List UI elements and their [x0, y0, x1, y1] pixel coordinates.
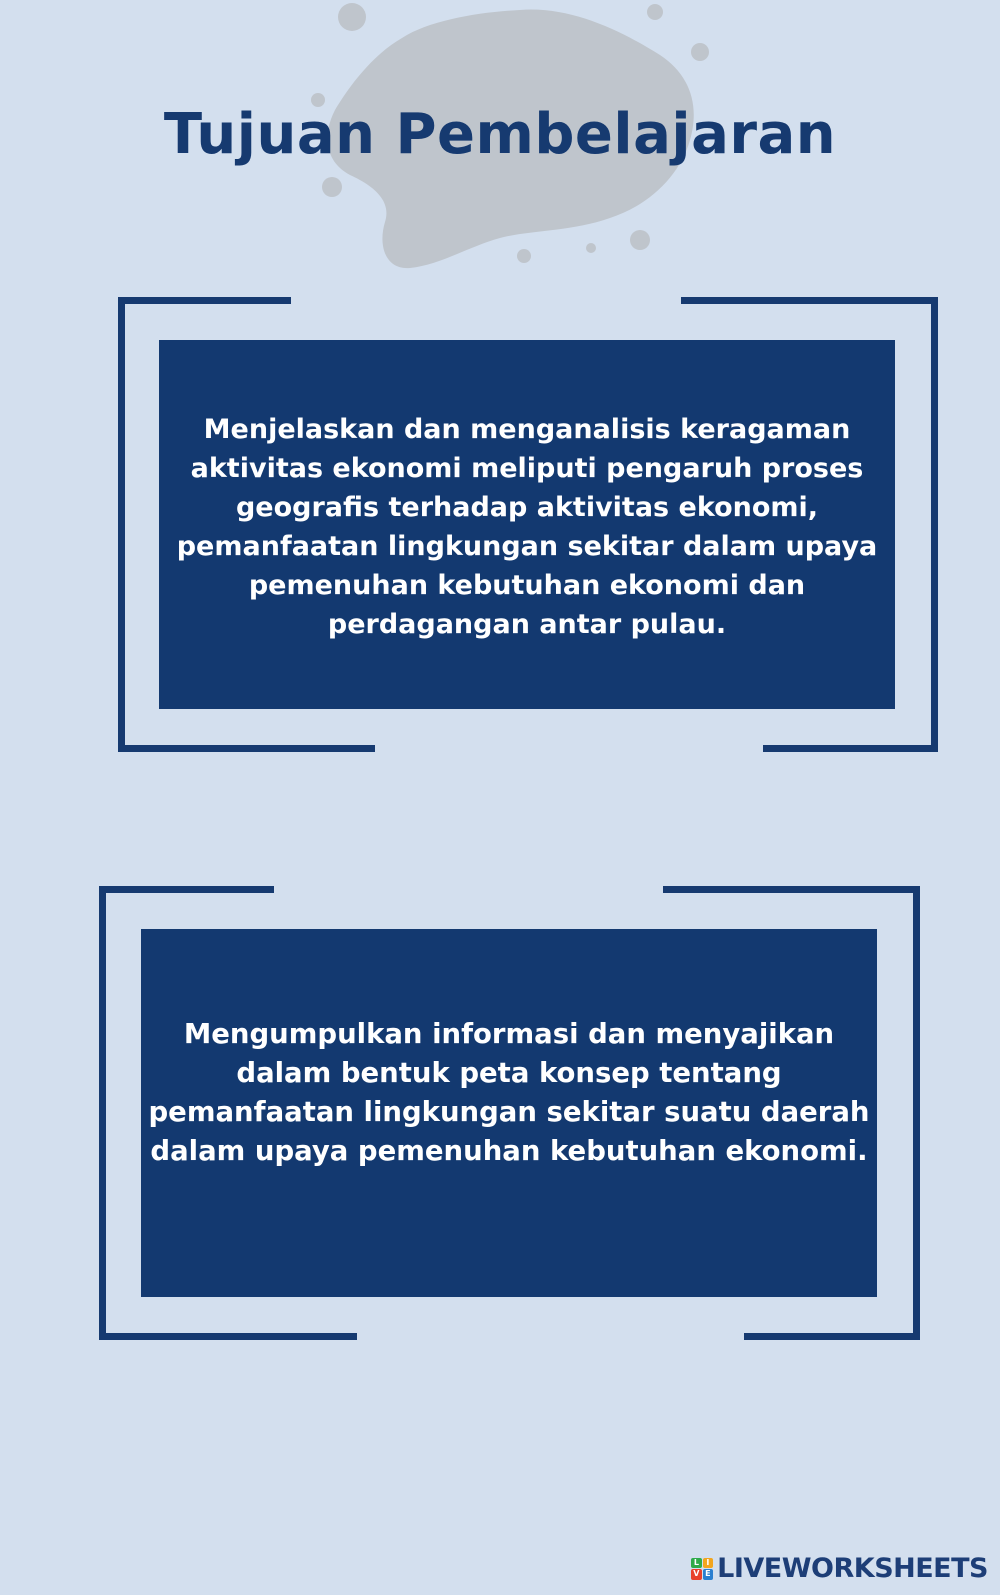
liveworksheets-watermark	[691, 1553, 988, 1584]
objective-text-2: Mengumpulkan informasi dan menyajikan dalam bentuk peta konsep tentang pemanfaatan lingkungan sekitar suatu daerah dalam upaya pemenuhan kebutuhan ekonomi.	[148, 1018, 870, 1167]
watermark-text: LIVEWORKSHEETS	[717, 1553, 988, 1584]
objective-text-1: Menjelaskan dan menganalisis keragaman aktivitas ekonomi meliputi pengaruh proses geografis terhadap aktivitas ekonomi, pemanfaatan lingkungan sekitar dalam upaya pemenuhan kebutuhan ekonomi dan perdagangan antar pulau.	[176, 414, 878, 640]
page-title: Tujuan Pembelajaran	[163, 102, 837, 167]
logo-letter-i: I	[703, 1558, 714, 1569]
logo-letter-e: E	[703, 1569, 714, 1580]
logo-letter-l: L	[691, 1558, 702, 1569]
objective-box-2	[141, 929, 877, 1297]
liveworksheets-logo-icon	[691, 1558, 713, 1580]
objective-box-1	[159, 340, 895, 709]
logo-letter-v: V	[691, 1569, 702, 1580]
